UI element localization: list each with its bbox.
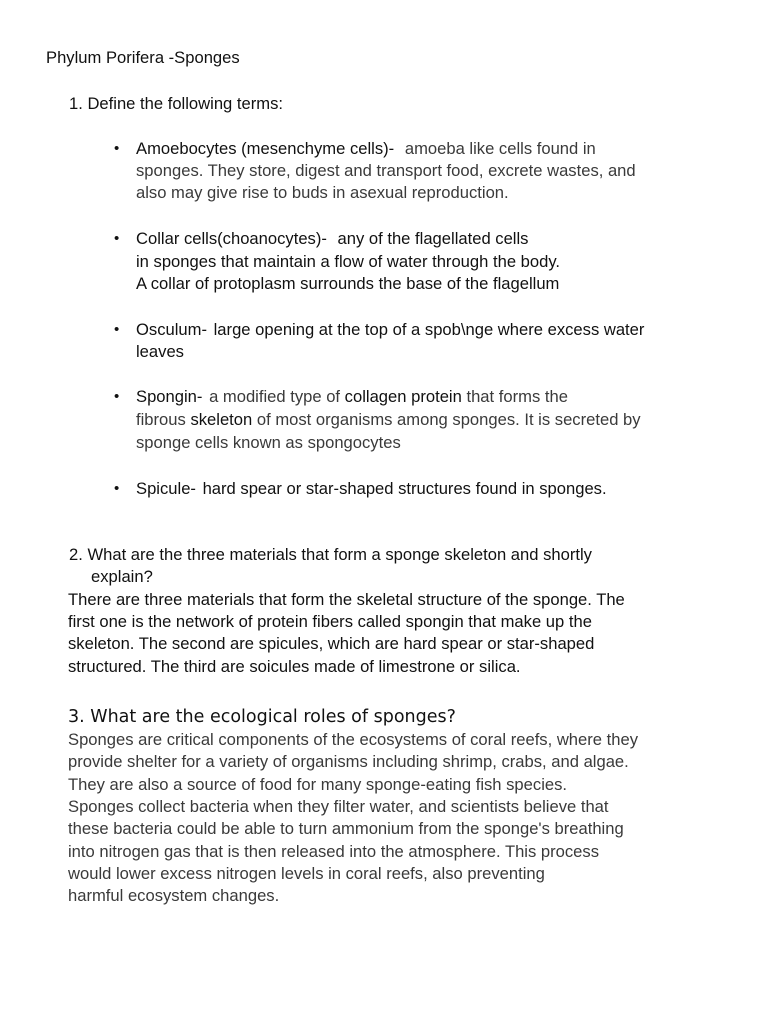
term-name: Osculum- [136, 320, 207, 339]
term-definition-line [136, 410, 641, 430]
answer-line: these bacteria could be able to turn ammonium from the sponge's breathing [68, 819, 624, 838]
answer-line: Sponges are critical components of the ecosystems of coral reefs, where they [68, 730, 638, 749]
bullet-icon: • [114, 480, 120, 497]
term-definition: amoeba like cells found in [404, 139, 596, 158]
term-name: Spicule- [136, 479, 196, 498]
question-2-prompt: 2. What are the three materials that form a sponge skeleton and shortly [69, 545, 592, 564]
term-definition: A collar of protoplasm surrounds the base of the flagellum [136, 274, 560, 293]
term-keyword: skeleton [190, 410, 253, 429]
term-name: Spongin- [136, 387, 203, 406]
term-definition: any of the flagellated cells [337, 229, 529, 248]
answer-line: harmful ecosystem changes. [68, 886, 280, 905]
answer-line: There are three materials that form the skeletal structure of the sponge. The [68, 590, 625, 609]
term-definition: of most organisms among sponges. It is secreted by [256, 410, 641, 429]
term-definition: hard spear or star-shaped structures found in sponges. [202, 479, 607, 498]
answer-line: into nitrogen gas that is then released into the atmosphere. This process [68, 842, 600, 861]
term-spongin [136, 387, 568, 407]
question-1-prompt: 1. Define the following terms: [69, 94, 283, 113]
question-2-prompt: explain? [91, 567, 153, 586]
answer-line: would lower excess nitrogen levels in coral reefs, also preventing [68, 864, 545, 883]
answer-line: Sponges collect bacteria when they filter water, and scientists believe that [68, 797, 609, 816]
bullet-icon: • [114, 388, 120, 405]
term-spicule [136, 479, 607, 499]
term-name: Amoebocytes (mesenchyme cells)- [136, 139, 395, 158]
term-definition: fibrous [136, 410, 186, 429]
question-3-prompt: 3. What are the ecological roles of sponges? [68, 707, 456, 727]
term-collar-cells [136, 229, 528, 249]
term-keyword: collagen protein [344, 387, 462, 406]
bullet-icon: • [114, 140, 120, 157]
answer-line: first one is the network of protein fibers called spongin that make up the [68, 612, 592, 631]
term-definition: that forms the [466, 387, 568, 406]
term-name: Collar cells(choanocytes)- [136, 229, 327, 248]
term-osculum [136, 320, 644, 340]
term-definition: also may give rise to buds in asexual reproduction. [136, 183, 509, 202]
answer-line: provide shelter for a variety of organisms including shrimp, crabs, and algae. [68, 752, 629, 771]
term-definition: sponge cells known as spongocytes [136, 433, 401, 452]
document-title: Phylum Porifera -Sponges [46, 48, 240, 67]
term-definition: in sponges that maintain a flow of water through the body. [136, 252, 561, 271]
term-definition: large opening at the top of a spob\nge where excess water [213, 320, 645, 339]
answer-line: structured. The third are soicules made of limestrone or silica. [68, 657, 521, 676]
term-definition: a modified type of [209, 387, 341, 406]
bullet-icon: • [114, 230, 120, 247]
term-definition: leaves [136, 342, 184, 361]
term-amoebocytes [136, 139, 596, 159]
answer-line: They are also a source of food for many sponge-eating fish species. [68, 775, 568, 794]
term-definition: sponges. They store, digest and transport food, excrete wastes, and [136, 161, 636, 180]
answer-line: skeleton. The second are spicules, which are hard spear or star-shaped [68, 634, 595, 653]
bullet-icon: • [114, 321, 120, 338]
